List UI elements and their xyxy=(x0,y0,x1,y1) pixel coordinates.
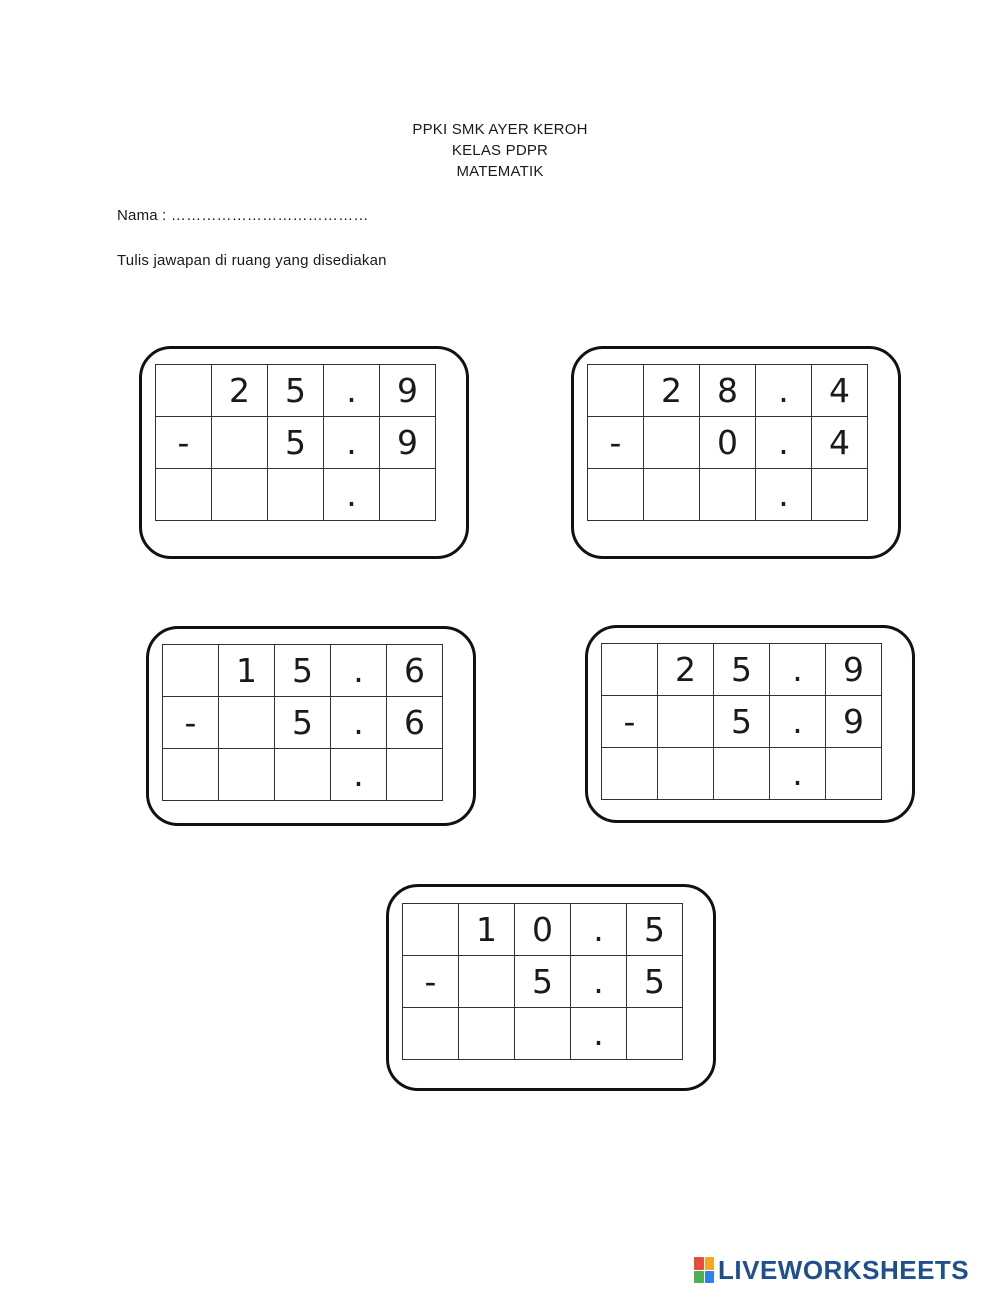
digit-cell: 0 xyxy=(700,417,756,469)
digit-cell: 0 xyxy=(515,904,571,956)
digit-cell xyxy=(459,956,515,1008)
decimal-point-cell: . xyxy=(331,697,387,749)
digit-cell xyxy=(163,645,219,697)
minus-sign-cell: - xyxy=(403,956,459,1008)
logo-square-red xyxy=(694,1257,704,1270)
answer-input-cell[interactable] xyxy=(212,469,268,521)
answer-row xyxy=(163,749,443,801)
answer-input-cell[interactable] xyxy=(658,748,714,800)
problem-grid-2 xyxy=(587,364,868,521)
answer-input-cell[interactable] xyxy=(275,749,331,801)
answer-input-cell[interactable] xyxy=(714,748,770,800)
digit-cell: 5 xyxy=(275,645,331,697)
problem-grid-1 xyxy=(155,364,436,521)
subtrahend-row xyxy=(403,956,683,1008)
digit-cell: 4 xyxy=(812,417,868,469)
answer-input-cell[interactable] xyxy=(459,1008,515,1060)
decimal-point-cell: . xyxy=(331,749,387,801)
minuend-row xyxy=(602,644,882,696)
answer-input-cell[interactable] xyxy=(219,749,275,801)
decimal-point-cell: . xyxy=(571,1008,627,1060)
digit-cell: 9 xyxy=(826,644,882,696)
minus-sign-cell: - xyxy=(156,417,212,469)
digit-cell: 5 xyxy=(627,956,683,1008)
liveworksheets-logo xyxy=(694,1254,969,1286)
digit-cell: 9 xyxy=(380,417,436,469)
decimal-point-cell: . xyxy=(324,469,380,521)
decimal-point-cell: . xyxy=(756,417,812,469)
digit-cell: 4 xyxy=(812,365,868,417)
digit-cell: 5 xyxy=(268,365,324,417)
decimal-point-cell: . xyxy=(571,956,627,1008)
answer-input-cell[interactable] xyxy=(268,469,324,521)
instruction-text: Tulis jawapan di ruang yang disediakan xyxy=(117,252,387,269)
digit-cell: 5 xyxy=(627,904,683,956)
digit-cell: 9 xyxy=(826,696,882,748)
logo-square-blue xyxy=(705,1271,715,1284)
digit-cell xyxy=(644,417,700,469)
digit-cell: 5 xyxy=(275,697,331,749)
answer-input-cell[interactable] xyxy=(700,469,756,521)
minuend-row xyxy=(588,365,868,417)
subject-name: MATEMATIK xyxy=(456,163,544,180)
subtrahend-row xyxy=(588,417,868,469)
digit-cell: 5 xyxy=(268,417,324,469)
answer-input-cell[interactable] xyxy=(826,748,882,800)
answer-input-cell[interactable] xyxy=(602,748,658,800)
digit-cell xyxy=(403,904,459,956)
problem-grid-5 xyxy=(402,903,683,1060)
minus-sign-cell: - xyxy=(588,417,644,469)
decimal-point-cell: . xyxy=(331,645,387,697)
problem-grid-3 xyxy=(162,644,443,801)
digit-cell: 2 xyxy=(644,365,700,417)
answer-input-cell[interactable] xyxy=(387,749,443,801)
subtrahend-row xyxy=(163,697,443,749)
digit-cell: 8 xyxy=(700,365,756,417)
answer-row xyxy=(156,469,436,521)
digit-cell: 1 xyxy=(459,904,515,956)
digit-cell xyxy=(156,365,212,417)
digit-cell: 2 xyxy=(212,365,268,417)
digit-cell xyxy=(219,697,275,749)
subtrahend-row xyxy=(156,417,436,469)
school-name: PPKI SMK AYER KEROH xyxy=(412,121,588,138)
logo-square-green xyxy=(694,1271,704,1284)
digit-cell: 2 xyxy=(658,644,714,696)
digit-cell: 5 xyxy=(714,644,770,696)
answer-input-cell[interactable] xyxy=(156,469,212,521)
logo-square-orange xyxy=(705,1257,715,1270)
digit-cell xyxy=(212,417,268,469)
logo-text: LIVEWORKSHEETS xyxy=(718,1254,970,1285)
decimal-point-cell: . xyxy=(770,748,826,800)
decimal-point-cell: . xyxy=(756,365,812,417)
decimal-point-cell: . xyxy=(770,644,826,696)
liveworksheets-logo-icon xyxy=(694,1257,714,1283)
name-field-label: Nama : ………………………………… xyxy=(117,207,369,224)
minus-sign-cell: - xyxy=(602,696,658,748)
minus-sign-cell: - xyxy=(163,697,219,749)
digit-cell xyxy=(602,644,658,696)
answer-row xyxy=(403,1008,683,1060)
minuend-row xyxy=(403,904,683,956)
minuend-row xyxy=(156,365,436,417)
answer-row xyxy=(588,469,868,521)
decimal-point-cell: . xyxy=(770,696,826,748)
decimal-point-cell: . xyxy=(756,469,812,521)
class-name: KELAS PDPR xyxy=(451,142,549,159)
problem-grid-4 xyxy=(601,643,882,800)
subtrahend-row xyxy=(602,696,882,748)
answer-row xyxy=(602,748,882,800)
digit-cell xyxy=(658,696,714,748)
answer-input-cell[interactable] xyxy=(588,469,644,521)
digit-cell: 9 xyxy=(380,365,436,417)
digit-cell: 6 xyxy=(387,697,443,749)
worksheet-header xyxy=(0,119,1000,182)
decimal-point-cell: . xyxy=(324,365,380,417)
answer-input-cell[interactable] xyxy=(644,469,700,521)
answer-input-cell[interactable] xyxy=(163,749,219,801)
digit-cell xyxy=(588,365,644,417)
minuend-row xyxy=(163,645,443,697)
answer-input-cell[interactable] xyxy=(380,469,436,521)
decimal-point-cell: . xyxy=(324,417,380,469)
digit-cell: 5 xyxy=(714,696,770,748)
answer-input-cell[interactable] xyxy=(812,469,868,521)
answer-input-cell[interactable] xyxy=(627,1008,683,1060)
answer-input-cell[interactable] xyxy=(403,1008,459,1060)
answer-input-cell[interactable] xyxy=(515,1008,571,1060)
digit-cell: 5 xyxy=(515,956,571,1008)
decimal-point-cell: . xyxy=(571,904,627,956)
digit-cell: 6 xyxy=(387,645,443,697)
digit-cell: 1 xyxy=(219,645,275,697)
